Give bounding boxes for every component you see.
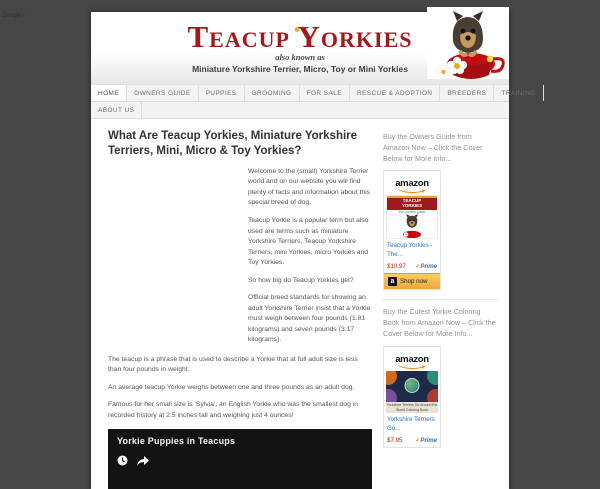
article-body [108, 355, 372, 422]
page-container [91, 12, 536, 489]
amazon-product-widget-coloring-book[interactable] [383, 346, 441, 448]
sidebar [383, 125, 497, 489]
content-area [91, 119, 509, 489]
amazon-logo [386, 349, 438, 370]
paragraph: So how big do Teacup Yorkies get? [248, 276, 354, 284]
amazon-logo [386, 173, 438, 194]
nav-row-1 [91, 85, 536, 101]
share-icon[interactable] [137, 453, 149, 471]
book-cover-teacup-yorkies[interactable] [386, 195, 438, 239]
amazon-logo-text: amazon [395, 353, 429, 365]
paragraph: Welcome to the (small) Yorkshire Terrier world and on our website you will find plenty of facts and information about this special breed of dog. [248, 167, 371, 207]
prime-badge: ✓Prime [415, 437, 437, 444]
sidebar-widget1-heading: Buy the Owners Guide from Amazon Now – Click the Cover Below for More Info... [383, 132, 483, 163]
article-column [108, 125, 372, 489]
shop-now-button[interactable] [384, 273, 440, 289]
article-image [108, 167, 240, 295]
nav-item-about-us[interactable]: ABOUT US [91, 102, 142, 118]
cover-caption: Yorkshire Terriers Go Around the World Coloring Book [386, 403, 438, 412]
intro-text-column [248, 167, 372, 353]
prime-badge: ✓Prime [415, 264, 437, 271]
nav-item-training[interactable]: TRAINING [494, 85, 543, 101]
site-subtitle: Miniature Yorkshire Terrier, Micro, Toy or Mini Yorkies [192, 64, 408, 74]
book-cover-coloring-book[interactable] [386, 371, 438, 413]
nav-item-home[interactable]: HOME [91, 85, 127, 101]
cover-title-line2: YORKIES [401, 203, 423, 209]
nav-item-owners-guide[interactable]: OWNERS GUIDE [127, 85, 198, 101]
site-logo-title[interactable]: Teacup Yorkies [187, 19, 413, 54]
nav-item-puppies[interactable]: PUPPIES [199, 85, 245, 101]
globe-illustration [405, 378, 420, 393]
amazon-smile-icon [397, 189, 427, 194]
paragraph: Famous for her small size is 'Sylvia', an English Yorkie who was the smallest dog in recorded history at 2.5 inches tall and weighing just 4 ounces! [108, 401, 359, 419]
site-header [91, 12, 509, 84]
price-row [386, 261, 438, 273]
product-title-link[interactable]: Yorkshire Terriers Go... [387, 415, 435, 432]
paragraph: The teacup is a phrase that is used to describe a Yorkie that at full adult size is less than four pounds in weight. [108, 355, 358, 374]
sidebar-divider [383, 299, 497, 300]
watch-later-icon[interactable] [117, 453, 128, 471]
nav-row-2 [91, 101, 509, 118]
shop-now-label: Shop now [400, 278, 428, 286]
paragraph: Official breed standards for showing an adult Yorkshire Terrier insist that a Yorkie must weigh between four pounds (1.81 kilograms) and seven pounds (3.17 kilograms). [248, 294, 371, 344]
cover-byline: the owners guide [398, 210, 426, 215]
google-plus-badge[interactable]: Google+ [2, 13, 25, 19]
nav-item-for-sale[interactable]: FOR SALE [300, 85, 350, 101]
product-price: $10.97 [387, 263, 406, 271]
nav-item-breeders[interactable]: BREEDERS [440, 85, 494, 101]
product-title-link[interactable]: Teacup Yorkies - The... [387, 242, 433, 259]
video-controls [117, 453, 363, 471]
cover-title-line1: TEACUP [402, 198, 422, 204]
paragraph: An average teacup Yorkie weighs between one and three pounds as an adult dog. [108, 383, 355, 391]
nav-item-rescue-adoption[interactable]: RESCUE & ADOPTION [350, 85, 440, 101]
amazon-logo-text: amazon [395, 178, 429, 190]
video-title[interactable]: Yorkie Puppies in Teacups [117, 435, 236, 446]
youtube-video-embed[interactable] [108, 429, 372, 489]
site-tagline: also known as [275, 52, 325, 62]
product-price: $7.95 [387, 436, 403, 444]
price-row [386, 435, 438, 447]
paragraph: Teacup Yorkie is a popular term but also used are terms such as miniature Yorkshire Terriers, Teacup Yorkshire Terriers, mini Yorkies, micro Yorkies and Toy Yorkies. [248, 217, 369, 267]
amazon-product-widget-owners-guide[interactable] [383, 170, 441, 290]
cover-yorkie-illustration [397, 214, 427, 239]
yorkie-puppy-in-teacup-image [427, 7, 509, 79]
nav-item-grooming[interactable]: GROOMING [245, 85, 300, 101]
main-navigation [91, 84, 536, 119]
sidebar-widget2-heading: Buy the Cutest Yorkie Coloring Book from Amazon Now – Click the Cover Below for More Info... [383, 307, 496, 338]
article-intro [108, 167, 372, 353]
amazon-a-icon: a [388, 277, 397, 286]
page-title: What Are Teacup Yorkies, Miniature Yorkshire Terriers, Mini, Micro & Toy Yorkies? [108, 130, 358, 157]
amazon-smile-icon [397, 365, 427, 370]
